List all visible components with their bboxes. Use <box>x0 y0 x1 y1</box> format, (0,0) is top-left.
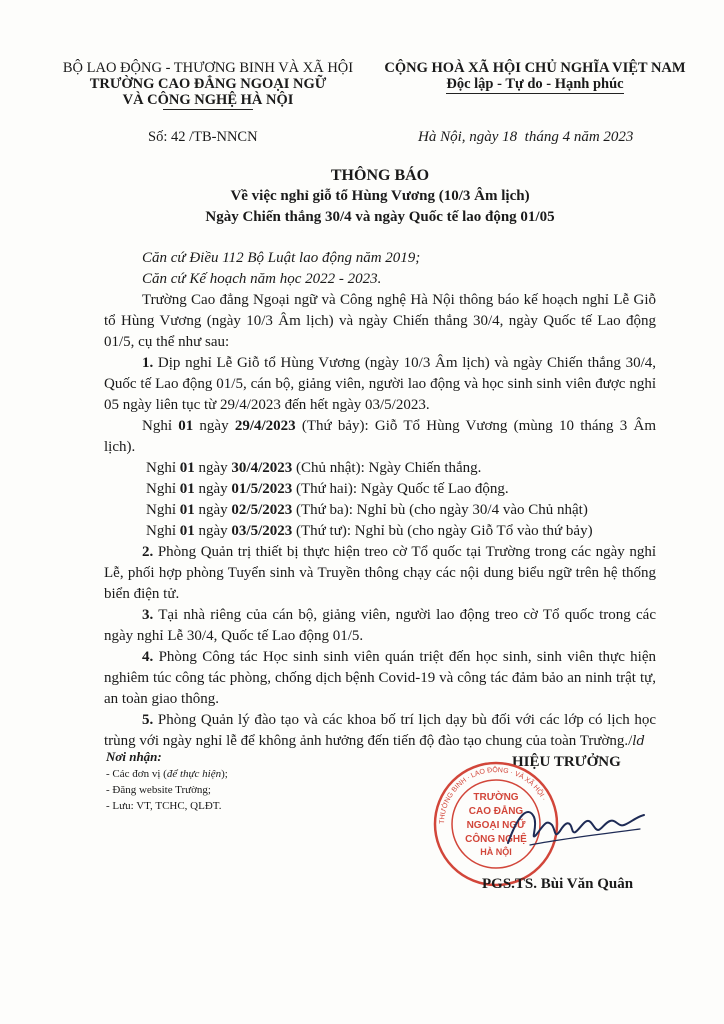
recipient-item <box>106 766 366 782</box>
recipient-text-end: ); <box>221 768 228 780</box>
place-date: Hà Nội, ngày 18 tháng 4 năm 2023 <box>418 129 634 145</box>
day-label: ngày <box>194 460 232 476</box>
signer-name: PGS.TS. Bùi Văn Quân <box>482 876 634 892</box>
day-label: Nghỉ <box>146 523 180 539</box>
notice-title: THÔNG BÁO <box>330 167 430 184</box>
item-5-number: 5. <box>142 712 154 728</box>
header-left-underline <box>163 109 253 110</box>
day-date: 30/4/2023 <box>231 460 293 476</box>
recipient-text: - Lưu: VT, TCHC, QLĐT. <box>106 800 222 812</box>
notice-subtitle-1: Về việc nghỉ giỗ tổ Hùng Vương (10/3 Âm lịch) <box>230 188 530 204</box>
day-label: Nghỉ <box>142 418 179 434</box>
item-4-number: 4. <box>142 649 154 665</box>
day-desc: (Thứ bảy): Giỗ Tổ Hùng Vương (mùng 10 tháng 3 Âm lịch). <box>104 418 656 455</box>
school-name-line2: VÀ CÔNG NGHỆ HÀ NỘI <box>122 92 294 108</box>
day-date: 02/5/2023 <box>231 502 293 518</box>
signature-underline <box>530 829 640 845</box>
day-count: 01 <box>179 502 195 518</box>
day-label: ngày <box>194 523 232 539</box>
notice-body <box>104 248 656 752</box>
item-3 <box>104 605 656 647</box>
item-5-text: Phòng Quản lý đào tạo và các khoa bố trí lịch dạy bù đối với các lớp có lịch học trùng với ngày nghỉ lễ để không ảnh hưởng đến tiến độ đào tạo chung của toàn Trường./ <box>104 712 656 749</box>
basis-line-1: Căn cứ Điều 112 Bộ Luật lao động năm 2019; <box>142 250 421 266</box>
day-label: ngày <box>194 502 232 518</box>
recipient-text: - Các đơn vị ( <box>106 768 167 780</box>
recipient-text: - Đăng website Trường; <box>106 784 211 796</box>
stamp-line-3: NGOẠI NGỮ <box>466 820 526 831</box>
day-desc: (Thứ ba): Nghỉ bù (cho ngày 30/4 vào Chủ nhật) <box>292 502 588 518</box>
item-5-initials: ld <box>632 734 645 749</box>
recipient-item <box>106 782 366 798</box>
day-label: Nghỉ <box>146 502 180 518</box>
day-count: 01 <box>179 460 195 476</box>
motto: Độc lập - Tự do - Hạnh phúc <box>446 76 624 92</box>
stamp-line-5: HÀ NỘI <box>480 847 512 857</box>
country-name: CỘNG HOÀ XÃ HỘI CHỦ NGHĨA VIỆT NAM <box>384 60 686 76</box>
stamp-line-2: CAO ĐẲNG <box>468 806 524 817</box>
day-desc: (Thứ hai): Ngày Quốc tế Lao động. <box>292 481 509 497</box>
day-off-row <box>104 416 656 458</box>
header-left <box>58 60 358 110</box>
intro-paragraph: Trường Cao đẳng Ngoại ngữ và Công nghệ Hà Nội thông báo kế hoạch nghỉ Lễ Giỗ tổ Hùng Vương (ngày 10/3 Âm lịch) và ngày Chiến thắng 30/4, ngày Quốc tế Lao động 01/5, cụ thể như sau: <box>104 292 656 350</box>
recipient-item <box>106 798 366 814</box>
item-2-text: Phòng Quản trị thiết bị thực hiện treo cờ Tổ quốc tại Trường trong các ngày nghỉ Lễ, phối hợp phòng Tuyển sinh và Truyền thông chạy các nội dung biểu ngữ trên hệ thống biển điện tử. <box>104 544 656 602</box>
signature-stroke <box>508 812 644 843</box>
stamp-line-1: TRƯỜNG <box>473 792 519 803</box>
day-off-row <box>104 500 656 521</box>
day-desc: (Thứ tư): Nghỉ bù (cho ngày Giỗ Tổ vào thứ bảy) <box>292 523 593 539</box>
recipients-title: Nơi nhận: <box>106 749 162 764</box>
stamp-line-4: CÔNG NGHỆ <box>465 834 527 845</box>
school-name-line1: TRƯỜNG CAO ĐẲNG NGOẠI NGỮ <box>89 76 327 92</box>
title-block <box>120 166 640 228</box>
day-off-row <box>104 521 656 542</box>
day-off-row <box>104 479 656 500</box>
header-right <box>366 60 704 94</box>
day-date: 29/4/2023 <box>234 418 296 434</box>
item-1-text: Dịp nghỉ Lễ Giỗ tổ Hùng Vương (ngày 10/3 Âm lịch) và ngày Chiến thắng 30/4, Quốc tế Lao động 01/5, cán bộ, giảng viên, người lao động và học sinh sinh viên được nghỉ 05 ngày liên tục từ 29/4/2023 đến hết ngày 03/5/2023. <box>104 355 656 413</box>
handwritten-signature <box>500 795 650 855</box>
day-count: 01 <box>179 523 195 539</box>
day-label: Nghỉ <box>146 460 180 476</box>
day-label: ngày <box>193 418 235 434</box>
stamp-ring-text: THƯỜNG BINH · LAO ĐỘNG · VÀ XÃ HỘI · <box>438 766 548 825</box>
day-count: 01 <box>179 481 195 497</box>
day-label: ngày <box>194 481 232 497</box>
day-off-row <box>104 458 656 479</box>
item-4-text: Phòng Công tác Học sinh sinh viên quán triệt đến học sinh, sinh viên thực hiện nghiêm túc công tác phòng, chống dịch bệnh Covid-19 và công tác đảm bảo an ninh trật tự, an toàn giao thông. <box>104 649 656 707</box>
item-2 <box>104 542 656 605</box>
notice-subtitle-2: Ngày Chiến thắng 30/4 và ngày Quốc tế lao động 01/05 <box>205 209 555 225</box>
day-count: 01 <box>178 418 194 434</box>
item-3-text: Tại nhà riêng của cán bộ, giảng viên, người lao động treo cờ Tổ quốc trong các ngày nghỉ Lễ 30/4, Quốc tế Lao động 01/5. <box>104 607 656 644</box>
item-3-number: 3. <box>142 607 154 623</box>
item-5 <box>104 710 656 752</box>
recipient-note: để thực hiện <box>166 768 222 780</box>
item-4 <box>104 647 656 710</box>
signer-position: HIỆU TRƯỞNG <box>512 754 621 770</box>
document-number: Số: 42 /TB-NNCN <box>148 129 258 145</box>
day-label: Nghỉ <box>146 481 180 497</box>
item-1-number: 1. <box>142 355 154 371</box>
recipients <box>106 748 366 814</box>
ministry-name: BỘ LAO ĐỘNG - THƯƠNG BINH VÀ XÃ HỘI <box>62 60 354 76</box>
item-1 <box>104 353 656 416</box>
basis-line-2: Căn cứ Kế hoạch năm học 2022 - 2023. <box>142 271 382 287</box>
day-desc: (Chủ nhật): Ngày Chiến thắng. <box>292 460 482 476</box>
item-2-number: 2. <box>142 544 154 560</box>
day-date: 03/5/2023 <box>231 523 293 539</box>
day-date: 01/5/2023 <box>231 481 293 497</box>
